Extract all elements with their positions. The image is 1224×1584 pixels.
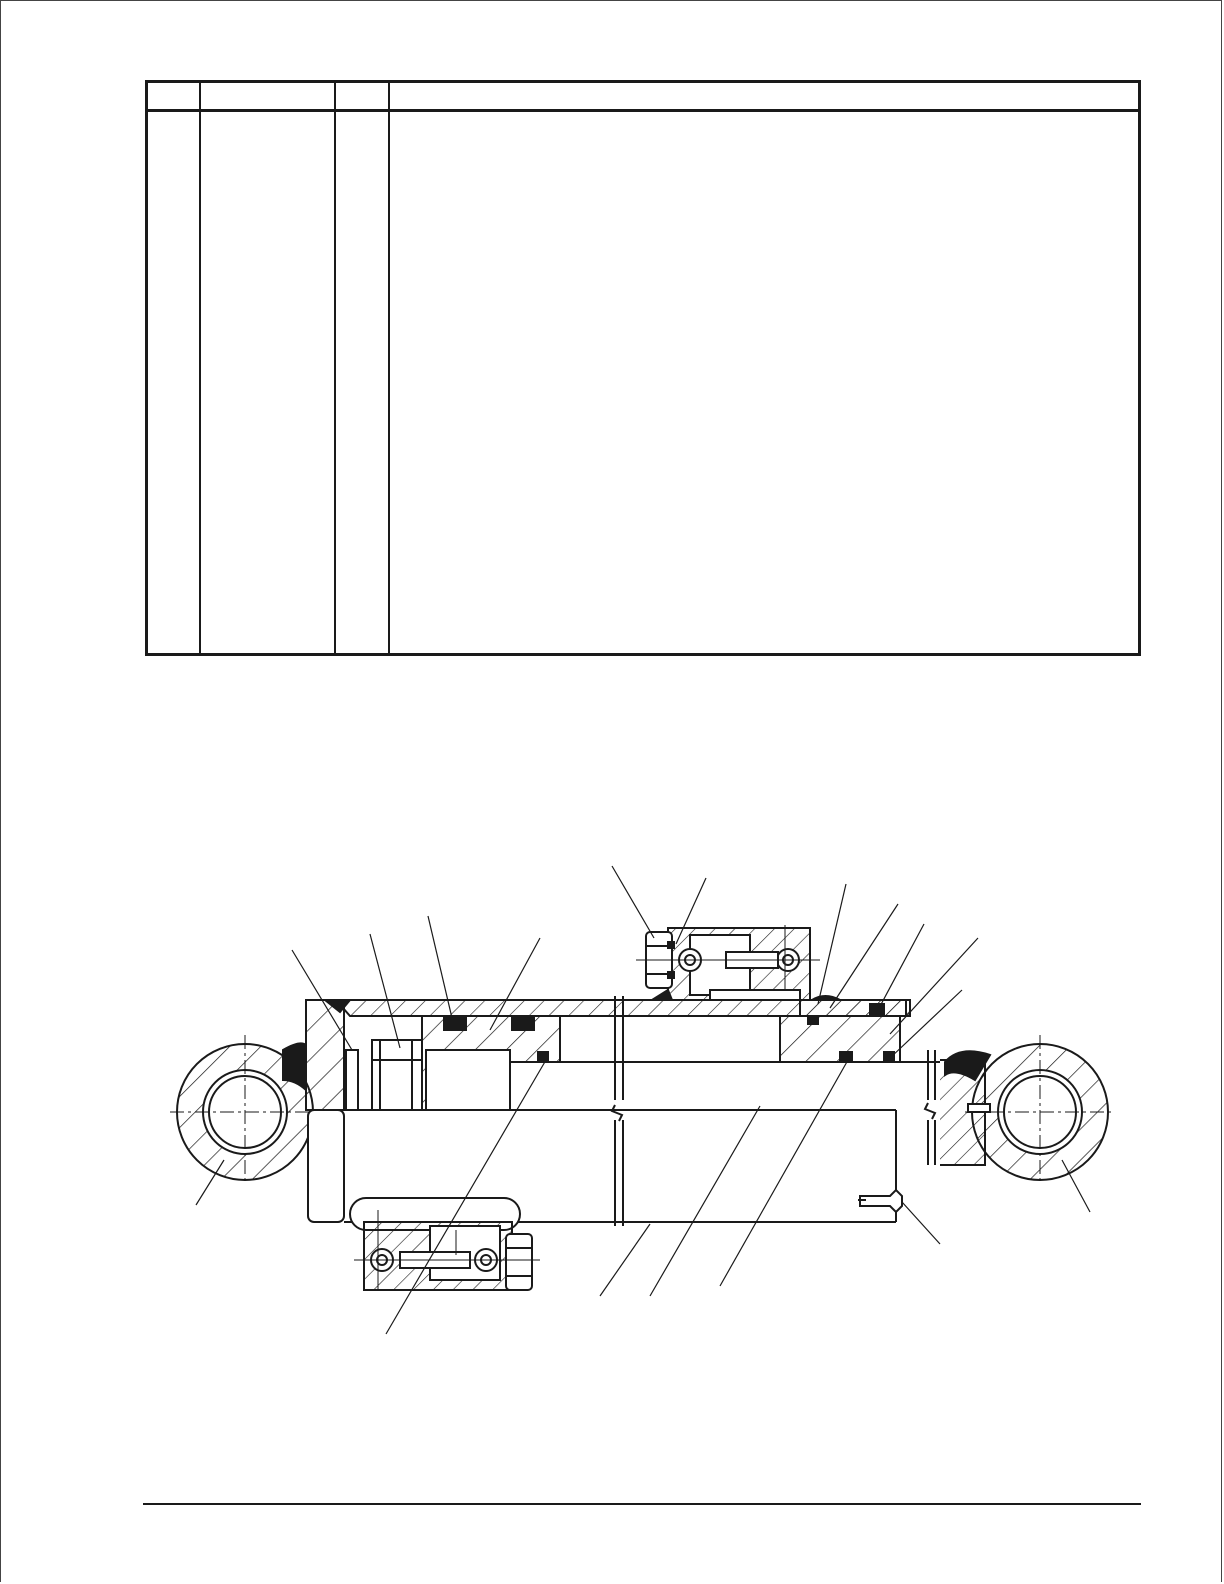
- grease-fitting: [858, 1190, 902, 1212]
- table-column-rule: [199, 83, 201, 653]
- table-header-rule: [148, 109, 1138, 112]
- table-column-rule: [334, 83, 336, 653]
- lower-port-block: [350, 1198, 540, 1290]
- table-column-rule: [388, 83, 390, 653]
- footer-rule: [143, 1503, 1141, 1505]
- rod-gland: [780, 1000, 910, 1062]
- left-end-cap: [306, 1000, 344, 1222]
- column-header-description: [390, 87, 1138, 107]
- hydraulic-cylinder-cross-section: [0, 850, 1224, 1350]
- piston-rod: [510, 1062, 940, 1110]
- column-header-item: [148, 87, 199, 107]
- piston-nut: [346, 1040, 422, 1110]
- column-header-qty: [336, 87, 388, 107]
- upper-port-block: [636, 925, 820, 1000]
- column-header-part-number: [201, 87, 334, 107]
- port-weld: [652, 990, 672, 1000]
- parts-list-table: [145, 80, 1141, 656]
